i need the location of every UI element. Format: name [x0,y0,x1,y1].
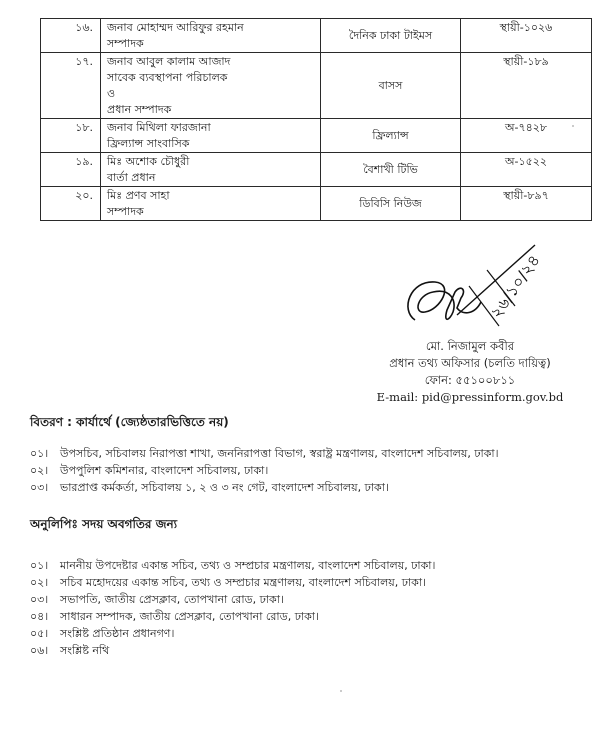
copy-heading: অনুলিপিঃ সদয় অবগতির জন্য [30,517,178,531]
item-text: সভাপতি, জাতীয় প্রেসক্লাব, তোপখানা রোড, ঢাকা। [60,593,284,606]
item-number: ০৩। [30,593,49,606]
row-organization: ফ্রিল্যান্স [321,119,461,153]
person-name: মিঃ অশোক চৌধুরী [107,155,190,168]
signatory-phone: ফোন: ৫৫১০০৮১১ [424,373,516,387]
person-designation: ও [107,87,116,100]
table-row [41,187,592,221]
copy-section [30,515,600,659]
person-name: মিঃ প্রণব সাহা [107,189,170,202]
row-accreditation: অ-১৫২২ [461,153,592,187]
person-name: জনাব মিথিলা ফারজানা [107,121,211,134]
handwritten-signature [395,240,545,335]
list-item [30,625,600,642]
person-designation: বার্তা প্রধান [107,171,156,184]
distribution-list [30,445,600,496]
list-item [30,479,600,496]
list-item [30,608,600,625]
item-text: মাননীয় উপদেষ্টার একান্ত সচিব, তথ্য ও সম্প্রচার মন্ত্রণালয়, বাংলাদেশ সচিবালয়, ঢাকা। [60,559,436,572]
row-name-designation [101,187,321,221]
item-text: সচিব মহোদয়ের একান্ত সচিব, তথ্য ও সম্প্রচার মন্ত্রণালয়, বাংলাদেশ সচিবালয়, ঢাকা। [60,576,427,589]
item-text: ভারপ্রাপ্ত কর্মকর্তা, সচিবালয় ১, ২ ও ৩ নং গেট, বাংলাদেশ সচিবালয়, ঢাকা। [60,481,389,494]
row-organization: বাসস [321,53,461,119]
item-number: ০৫। [30,627,49,640]
row-serial: ১৭. [41,53,101,119]
table-row [41,19,592,53]
item-number: ০২। [30,576,49,589]
list-item [30,591,600,608]
person-designation: সাবেক ব্যবস্থাপনা পরিচালক [107,71,228,84]
row-accreditation: স্থায়ী-১০২৬ [461,19,592,53]
table-row [41,53,592,119]
item-number: ০৬। [30,644,49,657]
item-text: উপসচিব, সচিবালয় নিরাপত্তা শাখা, জননিরাপত্তা বিভাগ, স্বরাষ্ট্র মন্ত্রণালয়, বাংলাদেশ সচিবালয়, ঢাকা। [60,447,499,460]
copy-list [30,557,600,659]
item-text: সংশ্লিষ্ট নথি [60,644,110,657]
row-serial: ২০. [41,187,101,221]
signatory-email: E-mail: pid@pressinform.gov.bd [376,390,564,404]
list-item [30,445,600,462]
table-row [41,153,592,187]
list-item [30,642,600,659]
list-item [30,462,600,479]
journalist-table [40,18,592,221]
row-organization: ডিবিসি নিউজ [321,187,461,221]
distribution-section [30,413,600,496]
item-number: ০৩। [30,481,49,494]
row-accreditation: অ-৭৪২৮ [461,119,592,153]
distribution-heading: বিতরণ : কার্যার্থে (জ্যেষ্ঠতারভিত্তিতে নয়) [30,415,229,429]
item-number: ০১। [30,559,49,572]
person-designation: সম্পাদক [107,37,144,50]
row-accreditation: স্থায়ী-৮৯৭ [461,187,592,221]
row-serial: ১৮. [41,119,101,153]
signatory-name: মো. নিজামুল কবীর [425,339,515,353]
list-item [30,557,600,574]
item-number: ০২। [30,464,49,477]
person-name: জনাব আবুল কালাম আজাদ [107,55,231,68]
person-name: জনাব মোহাম্মদ আরিফুর রহমান [107,21,244,34]
item-text: সাধারন সম্পাদক, জাতীয় প্রেসক্লাব, তোপখানা রোড, ঢাকা। [60,610,319,623]
scan-speck [572,125,574,127]
row-name-designation [101,53,321,119]
item-number: ০১। [30,447,49,460]
row-organization: বৈশাখী টিভি [321,153,461,187]
item-number: ০৪। [30,610,49,623]
row-accreditation: স্থায়ী-১৮৯ [461,53,592,119]
row-serial: ১৯. [41,153,101,187]
row-name-designation [101,119,321,153]
item-text: সংশ্লিষ্ট প্রতিষ্ঠান প্রধানগণ। [60,627,175,640]
list-item [30,574,600,591]
row-name-designation [101,153,321,187]
item-text: উপপুলিশ কমিশনার, বাংলাদেশ সচিবালয়, ঢাকা। [60,464,269,477]
row-organization: দৈনিক ঢাকা টাইমস [321,19,461,53]
table-row [41,119,592,153]
row-name-designation [101,19,321,53]
row-serial: ১৬. [41,19,101,53]
person-designation: প্রধান সম্পাদক [107,103,172,116]
signature-date: ২৬/১০/২৪ [486,250,544,322]
scan-speck [340,690,342,692]
signatory-designation: প্রধান তথ্য অফিসার (চলতি দায়িত্ব) [389,356,551,370]
person-designation: ফ্রিল্যান্স সাংবাসিক [107,137,190,150]
person-designation: সম্পাদক [107,205,144,218]
